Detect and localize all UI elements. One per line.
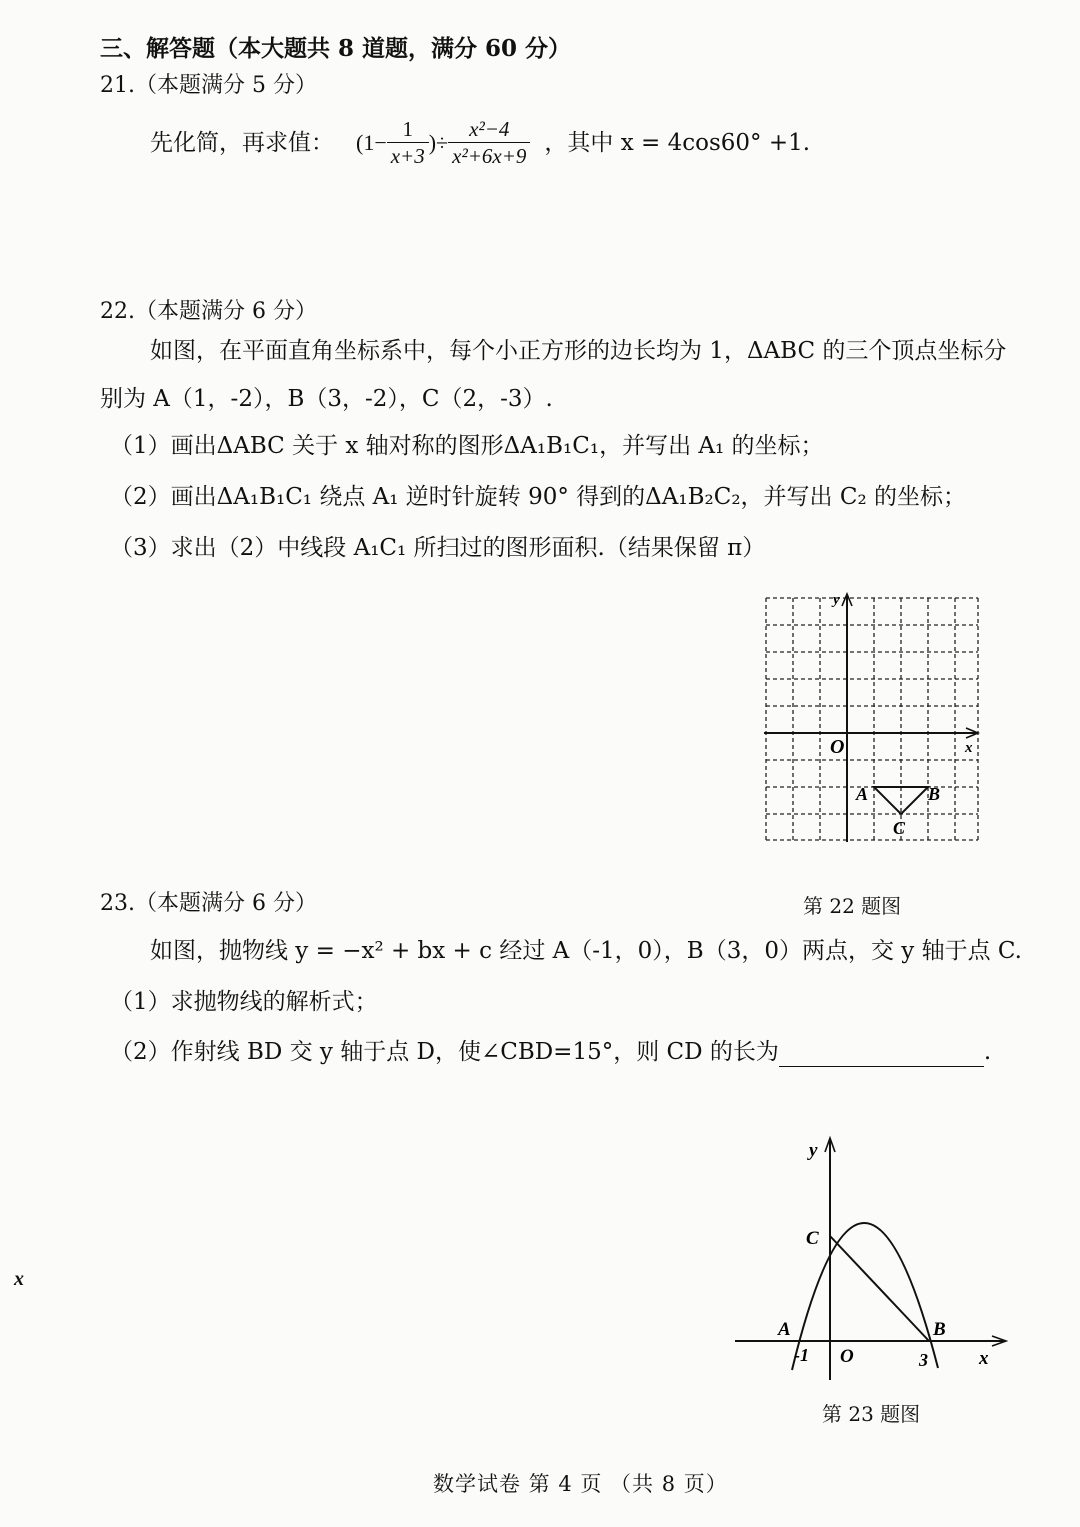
q23-fig-tick-neg1: -1 [794,1345,809,1365]
section-title: 三、解答题（本大题共 8 道题，满分 60 分） [100,35,572,62]
q21-expr-div: )÷ [428,129,449,155]
q21-fraction-2 [448,116,530,169]
q21-fraction-1 [387,116,429,169]
q23-part2-end: . [983,1039,992,1065]
q21-expr-open: (1− [356,129,387,155]
q21-frac2-numerator: x²−4 [448,116,530,143]
q22-fig-label-y: y [833,592,840,608]
q22-part2: （2）画出ΔA₁B₁C₁ 绕点 A₁ 逆时针旋转 90° 得到的ΔA₁B₂C₂，并写出 C₂ 的坐标； [110,484,966,510]
q21-header: 21.（本题满分 5 分） [100,73,317,98]
q22-fig-label-a: A [856,784,869,804]
q23-fig-label-b: B [933,1319,946,1340]
q23-fig-label-c: C [806,1228,819,1249]
q21-frac1-denominator: x+3 [390,144,425,168]
stray-mark: x [14,1268,24,1290]
q21-frac2-denominator: x²+6x+9 [452,144,527,168]
q22-figure-grid [760,592,982,844]
q23-fig-label-a: A [778,1319,791,1340]
q23-fig-tick-3: 3 [919,1350,928,1370]
q21-frac1-numerator: 1 [387,116,429,143]
q22-part1: （1）画出ΔABC 关于 x 轴对称的图形ΔA₁B₁C₁，并写出 A₁ 的坐标； [110,433,824,459]
q23-fig-label-y: y [809,1140,818,1161]
q21-tail: ，其中 x = 4cos60° +1. [544,129,811,156]
q23-fig-label-o: O [840,1346,854,1367]
q23-header: 23.（本题满分 6 分） [100,891,317,916]
q22-figure-caption: 第 22 题图 [803,894,902,918]
q22-fig-label-b: B [928,784,941,804]
q22-part3: （3）求出（2）中线段 A₁C₁ 所扫过的图形面积.（结果保留 π） [110,535,766,561]
q23-line1: 如图，抛物线 y = −x² + bx + c 经过 A（-1，0），B（3，0）两点，交 y 轴于点 C. [150,938,1022,964]
q22-fig-label-o: O [830,736,845,758]
q22-line1: 如图，在平面直角坐标系中，每个小正方形的边长均为 1，ΔABC 的三个顶点坐标分 [150,338,1007,364]
q22-fig-label-c: C [893,818,906,838]
q23-fig-label-x: x [979,1348,989,1369]
q21-statement [150,116,810,169]
q22-line2: 别为 A（1，-2），B（3，-2），C（2，-3）. [100,386,553,412]
q22-header: 22.（本题满分 6 分） [100,299,317,324]
q23-part1: （1）求抛物线的解析式； [110,989,378,1015]
q23-part2-text: （2）作射线 BD 交 y 轴于点 D，使∠CBD=15°，则 CD 的长为 [110,1039,779,1065]
q23-answer-blank [779,1044,984,1067]
q23-figure-caption: 第 23 题图 [822,1402,921,1426]
q23-figure-parabola [730,1130,1015,1390]
q23-part2 [110,1037,991,1067]
page-footer: 数学试卷 第 4 页 （共 8 页） [433,1472,728,1496]
q21-intro: 先化简，再求值： [150,129,334,156]
q22-fig-label-x: x [965,740,973,756]
